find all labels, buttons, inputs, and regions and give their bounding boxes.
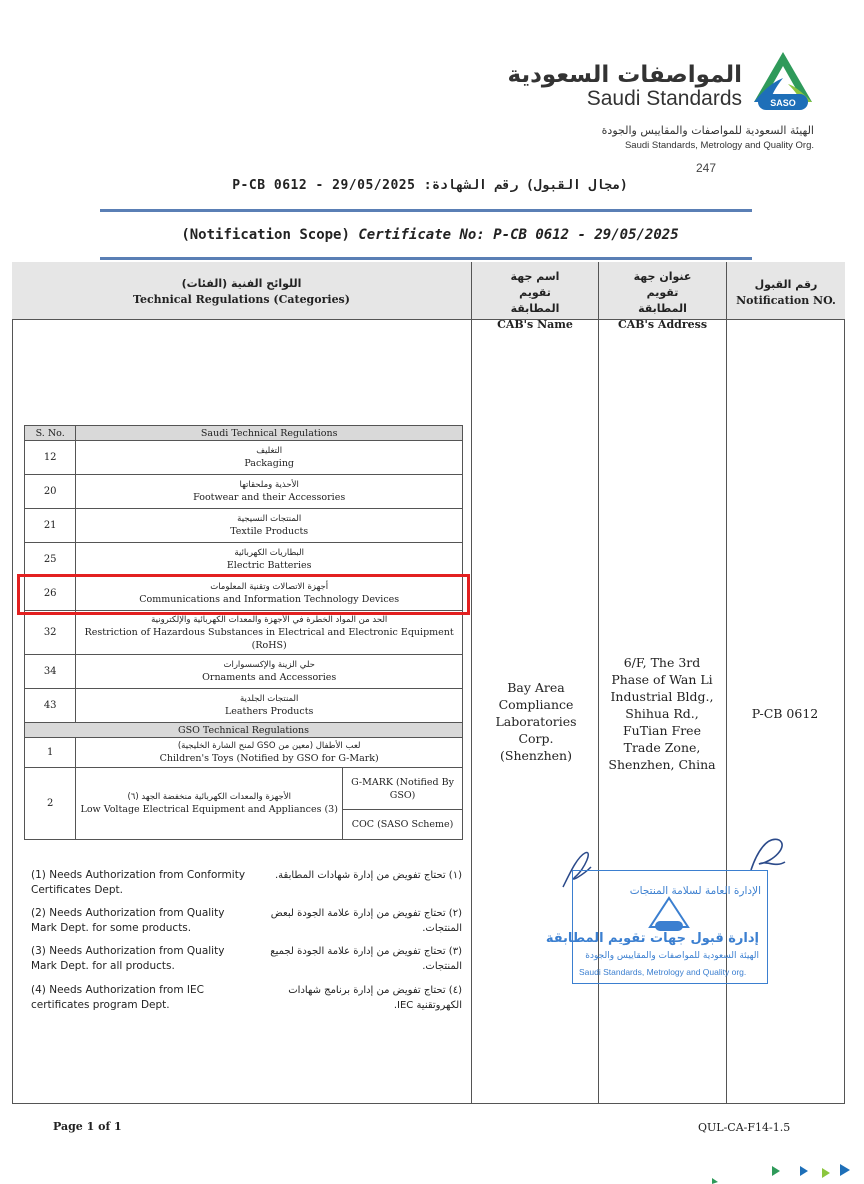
note-3-ar: (٣) تحتاج تفويض من إدارة علامة الجودة لجميع المنتجات.: [270, 946, 462, 972]
logo-english-name: Saudi Standards: [586, 87, 742, 110]
note-3-en: (3) Needs Authorization from Quality Mark Dept. for all products.: [31, 945, 225, 972]
form-code: QUL-CA-F14-1.5: [698, 1121, 791, 1134]
saso-stamp-logo-icon: [647, 895, 691, 935]
table-row: 34 حلي الزينة والإكسسوارات Ornaments and Accessories: [25, 655, 463, 689]
title-rule-top: [100, 209, 752, 212]
logo-badge-text: SASO: [770, 98, 796, 108]
saso-logo-icon: [748, 48, 818, 114]
coc-cell: COC (SASO Scheme): [343, 810, 463, 840]
logo-arabic-name: المواصفات السعودية: [507, 62, 742, 88]
decorative-arrows-icon: [710, 1160, 860, 1184]
saudi-regs-header: Saudi Technical Regulations: [76, 426, 463, 441]
note-4-en: (4) Needs Authorization from IEC certificates program Dept.: [31, 984, 204, 1011]
table-row: 43 المنتجات الجلدية Leathers Products: [25, 689, 463, 723]
note-2-en: (2) Needs Authorization from Quality Mark Dept. for some products.: [31, 907, 225, 934]
header-technical-regulations: اللوائح الفنية (الفئات) Technical Regulations (Categories): [133, 277, 350, 306]
gso-regs-header-row: [25, 723, 463, 738]
notification-number: P-CB 0612: [751, 706, 819, 721]
gmark-cell: G-MARK (Notified By GSO): [343, 768, 463, 810]
regulations-table: [24, 425, 463, 840]
regulations-header-row: [25, 426, 463, 441]
sn-header: S. No.: [25, 426, 76, 441]
column-divider: [471, 262, 472, 1104]
table-row: 2 الأجهزة والمعدات الكهربائية منخفضة الجهد (٦) Low Voltage Electrical Equipment and Appliances (3) G-MARK (Notified By GSO): [25, 768, 463, 810]
gso-regs-header: GSO Technical Regulations: [25, 723, 463, 738]
org-arabic-name: الهيئة السعودية للمواصفات والمقاييس والجودة: [601, 124, 814, 137]
table-row: 20 الأحذية وملحقاتها Footwear and their Accessories: [25, 475, 463, 509]
cab-address: 6/F, The 3rd Phase of Wan Li Industrial Bldg., Shihua Rd., FuTian Free Trade Zone, Shenzhen, China: [608, 655, 716, 772]
reference-number: 247: [695, 161, 716, 175]
table-row: 21 المنتجات النسيجية Textile Products: [25, 509, 463, 543]
table-row: 1 لعب الأطفال (معين من GSO لمنح الشارة الخليجية) Children's Toys (Notified by GSO for G-Mark): [25, 738, 463, 768]
table-row-highlighted: 26 أجهزة الاتصالات وتقنية المعلومات Communications and Information Technology Devices: [25, 577, 463, 611]
header-cab-name: اسم جهة تقويم المطابقة CAB's Name: [497, 270, 573, 331]
page-number: Page 1 of 1: [53, 1120, 122, 1133]
scope-label: (Notification Scope): [181, 227, 350, 243]
certificate-label: Certificate No:: [358, 227, 485, 243]
table-row: 32 الحد من المواد الخطرة في الأجهزة والمعدات الكهربائية والإلكترونية Restriction of Hazardous Substances in Electrical and Electronic Equipment (RoHS): [25, 611, 463, 655]
table-row: 25 البطاريات الكهربائية Electric Batteries: [25, 543, 463, 577]
highlight-box: [17, 574, 470, 615]
note-1-en: (1) Needs Authorization from Conformity Certificates Dept.: [31, 869, 246, 896]
official-stamp: الإدارة العامة لسلامة المنتجات إدارة قبول جهات تقويم المطابقة الهيئة السعودية للمواصفات والمقاييس والجودة Saudi Standards, Metrology and Quality org.: [572, 870, 768, 984]
english-title-line: [100, 227, 760, 243]
header-cab-address: عنوان جهة تقويم المطابقة CAB's Address: [617, 270, 708, 331]
header-notification-no: رقم القبول Notification NO.: [736, 278, 836, 307]
note-2-ar: (٢) تحتاج تفويض من إدارة علامة الجودة لبعض المنتجات.: [270, 908, 462, 934]
org-english-name: Saudi Standards, Metrology and Quality Org.: [624, 140, 814, 151]
note-1-ar: (١) تحتاج تفويض من إدارة شهادات المطابقة.: [274, 870, 462, 881]
note-4-ar: (٤) تحتاج تفويض من إدارة برنامج شهادات الكهروتقنية IEC.: [288, 985, 462, 1011]
title-rule-bottom: [100, 257, 752, 260]
arabic-title-line: P-CB 0612 - 29/05/2025 :مجال القبول) رقم الشهادة): [232, 178, 628, 193]
cab-name: Bay Area Compliance Laboratories Corp.(Shenzhen): [495, 680, 577, 763]
certificate-value: P-CB 0612 - 29/05/2025: [493, 227, 679, 243]
table-row: 12 التغليف Packaging: [25, 441, 463, 475]
